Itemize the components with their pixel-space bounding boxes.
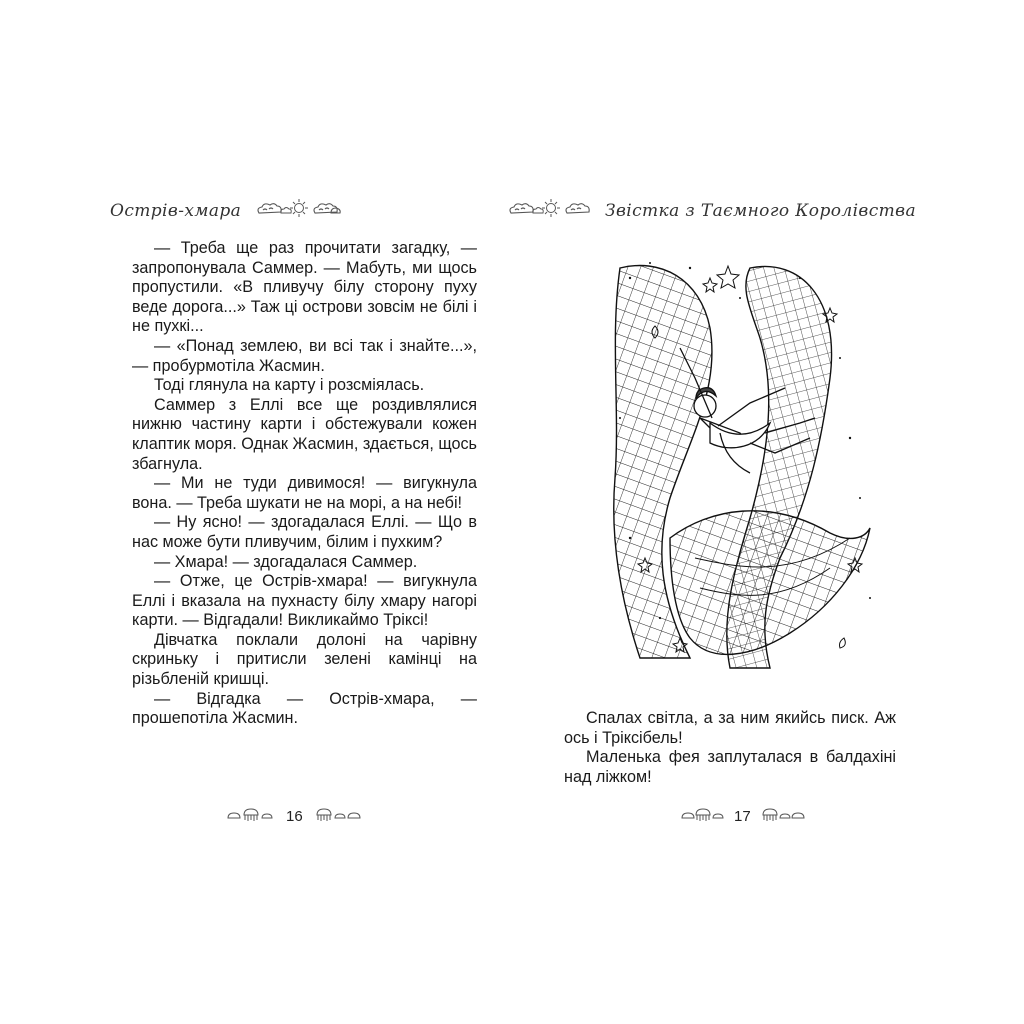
page-number-left	[226, 806, 363, 826]
running-head-left	[110, 198, 343, 223]
right-page	[512, 0, 1024, 1024]
paragraph: Дівчатка поклали долоні на чарівну скриньку і притисли зелені камінці на різьбленій кришці.	[132, 630, 477, 689]
paragraph: — «Понад землею, ви всі так і знайте...», — пробурмотіла Жасмин.	[132, 336, 477, 375]
running-head-title: Звістка з Таємного Королівства	[604, 200, 916, 221]
cloud-sun-ornament-icon	[255, 198, 343, 223]
cloud-sun-ornament-icon	[507, 198, 595, 223]
paragraph: — Отже, це Острів-хмара! — вигукнула Еллі і вказала на пухнасту білу хмару нагорі карти. — Відгадали! Викликаймо Тріксі!	[132, 572, 477, 630]
paragraph: Тоді глянула на карту і розсміялась.	[154, 376, 425, 395]
paragraph: — Хмара! — здогадалася Саммер.	[154, 552, 418, 571]
paragraph: — Ми не туди дивимося! — вигукнула вона. — Треба шукати не на морі, а на небі!	[132, 474, 477, 512]
paragraph: — Ну ясно! — здогадалася Еллі. — Що в нас може бути пливучим, білим і пухким?	[132, 513, 477, 551]
jellyfish-ornament-icon	[680, 806, 726, 826]
left-page-body	[132, 239, 477, 729]
page-number-right	[680, 806, 805, 826]
paragraph: — Відгадка — Острів-хмара, — прошепотіла Жасмин.	[132, 689, 477, 728]
paragraph: Саммер з Еллі все ще роздивлялися нижню частину карти і обстежували кожен клаптик моря. Однак Жасмин, здається, щось збагнула.	[132, 395, 477, 473]
paragraph: — Треба ще раз прочитати загадку, — запропонувала Саммер. — Мабуть, ми щось пропустили. «В пливучу білу сторону пуху веде дорога...» Таж ці острови зовсім не білі і не пухкі...	[132, 239, 477, 336]
right-page-body	[564, 709, 896, 787]
jellyfish-ornament-icon	[311, 806, 363, 826]
jellyfish-ornament-icon	[759, 806, 805, 826]
paragraph: Спалах світла, а за ним якийсь писк. Аж ось і Тріксібель!	[564, 709, 896, 747]
paragraph: Маленька фея заплуталася в балдахіні над ліжком!	[564, 748, 896, 786]
running-head-title: Острів-хмара	[110, 200, 242, 221]
jellyfish-ornament-icon	[226, 806, 278, 826]
page-number: 16	[286, 807, 303, 825]
running-head-right	[507, 198, 916, 223]
page-number: 17	[734, 807, 751, 825]
fairy-illustration	[600, 238, 890, 678]
